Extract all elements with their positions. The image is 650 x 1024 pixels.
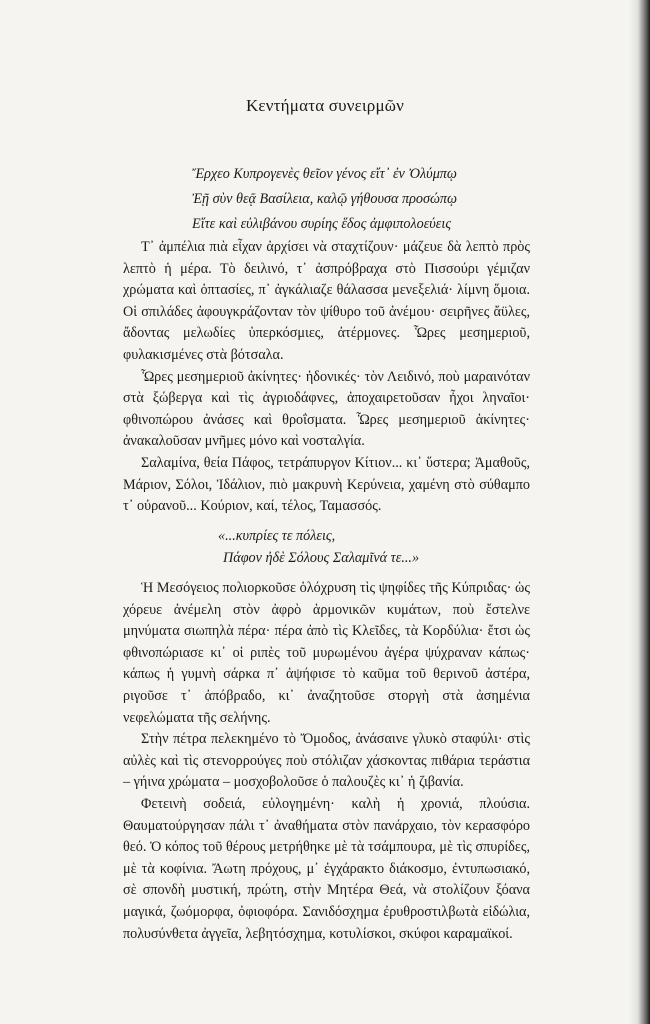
epigraph-line: Ἔρχεο Κυπρογενὲς θεῖον γένος εἴτ᾽ ἐν Ὀλύμπῳ xyxy=(192,166,457,182)
block-quote xyxy=(218,525,518,569)
page-edge-shadow xyxy=(628,0,650,1024)
paragraph: Ὧρες μεσημεριοῦ ἀκίνητες· ἡδονικές· τὸν Λειδινό, ποὺ μαραινόταν στὰ ξώβεργα καὶ τὶς ἀγριοδάφνες, ἀποχαιρετοῦσαν ἦχοι ληναῖοι· φθινοπώρου ἀνάσες καὶ θροΐσματα. Ὧρες μεσημεριοῦ ἀκίνητες· ἀνακαλοῦσαν μνῆμες μόνο καὶ νοσταλγία. xyxy=(123,368,530,450)
paragraph: Φετεινὴ σοδειά, εὐλογημένη· καλὴ ἡ χρονιά, πλούσια. Θαυματούργησαν πάλι τ᾽ ἀναθήματα στὸν πανάρχαιο, τὸν κερασφόρο θεό. Ὁ κόπος τοῦ θέρους μετρήθηκε μὲ τὰ τσάμπουρα, μὲ τὶς σπυρίδες, μὲ τὰ κοφίνια. Ἄωτη πρόχους, μ᾽ ἐγχάρακτο διάκοσμο, ἐντυπωσιακό, σὲ σπονδὴ μυστική, πρώτη, στὴν Μητέρα Θεά, νὰ στολίζουν ξόανα μαγικά, ζωόμορφα, ὀφιοφόρα. Σανιδόσχημα ἐρυθροστιλβωτὰ εἰδώλια, πολυσύνθετα ἀγγεῖα, λεβητόσχημα, κοτυλίσκοι, σκύφοι καραμαϊκοί. xyxy=(123,795,530,942)
body-section-1 xyxy=(123,237,530,518)
epigraph-line: Ἐῇ σὺν θεᾷ Βασίλεια, καλῷ γήθουσα προσώπῳ xyxy=(192,191,458,207)
paragraph: Ἡ Μεσόγειος πολιορκοῦσε ὁλόχρυση τὶς ψηφίδες τῆς Κύπριδας· ὡς χόρευε ἀνέμελη στὸν ἀφρὸ ἁρμονικῶν κυμάτων, ποὺ ἔστελνε μηνύματα σιωπηλὰ πέρα· πέρα ἀπὸ τὶς Κλεῖδες, τὰ Κορδύλια· ἔτσι ὡς φθινοπώριασε κι᾽ οἱ ριπὲς τοῦ μυρωμένου ἀγέρα ψύχραναν κάπως· κάπως ἡ γυμνὴ σάρκα π᾽ ἀψήφισε τὸ καῦμα τοῦ θεριvοῦ ἀστέρα, ριγοῦσε τ᾽ ἀπόβραδο, κι᾽ ἀναζητοῦσε στοργὴ στὰ ἀσημένια νεφελώματα τῆς σελήνης. xyxy=(123,580,530,726)
quote-line: Πάφον ἠδὲ Σόλους Σαλαμῖνά τε...» xyxy=(223,550,420,566)
body-section-2 xyxy=(123,578,530,945)
paragraph: Σαλαμίνα, θεία Πάφος, τετράπυργον Κίτιον... κι᾽ ὕστερα; Ἀμαθοῦς, Μάριον, Σόλοι, Ἰδάλιον, πιὸ μακρυνὴ Κερύνεια, χαμένη στὸ σύθαμπο τ᾽ οὐρανοῦ... Κούριον, καί, τέλος, Ταμασσός. xyxy=(123,454,530,515)
epigraph xyxy=(192,162,522,237)
paragraph: Στὴν πέτρα πελεκημένο τὸ Ὄμοδος, ἀνάσαινε γλυκὸ σταφύλι· στὶς αὐλὲς καὶ τὶς στενορρούγες ποὺ στόλιζαν χάσκοντας πιθάρια τεράστια – γήινα χρώματα – μοσχοβολοῦσε ὁ παλουζὲς κι᾽ ἡ ζιβανία. xyxy=(123,731,530,791)
quote-line: «...κυπρίες τε πόλεις, xyxy=(218,528,336,544)
paragraph: Τ᾽ ἀμπέλια πιὰ εἶχαν ἀρχίσει νὰ σταχτίζουν· μάζευε δὰ λεπτὸ πρὸς λεπτὸ ἡ μέρα. Τὸ δειλινό, τ᾽ ἀσπρόβραχα στὸ Πισσούρι γέμιζαν χρώματα καὶ ὀπτασίες, π᾽ ἀγκάλιαζε θάλασσα μενεξελιά· λίμνη ὅμοια. Οἱ σπιλάδες ἀφουγκράζονταν τὸν ψίθυρο τοῦ ἀνέμου· σειρῆνες ἄϋλες, ἄδοντας μελωδίες ὑπερκόσμιες, ἀτέρμονες. Ὧρες μεσημεριοῦ, φυλακισμένες στὰ βότσαλα. xyxy=(123,239,530,363)
chapter-title: Κεντήματα συνειρμῶν xyxy=(245,96,405,115)
epigraph-line: Εἴτε καὶ εὐλιβάνου συρίης ἕδος ἀμφιπολοεύεις xyxy=(192,216,452,232)
